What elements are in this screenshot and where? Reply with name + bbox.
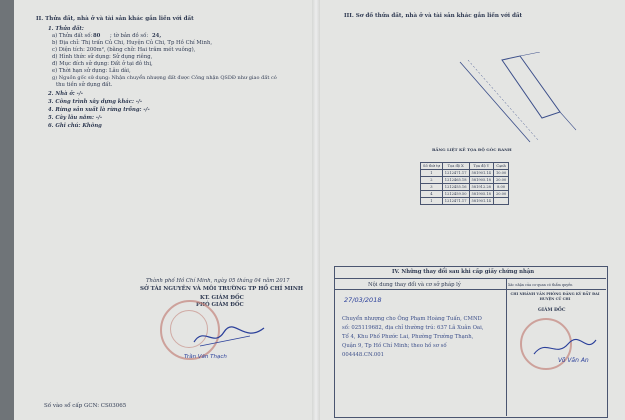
- section-ii-heading: II. Thửa đất, nhà ở và tài sản khác gắn liền với đất: [36, 16, 194, 22]
- map-number-label: ; tờ bản đồ số:: [110, 33, 149, 39]
- branch-director-role: GIÁM ĐỐC: [538, 308, 566, 313]
- branch-signer-name: Võ Văn An: [558, 357, 589, 364]
- usage-form: d) Hình thức sử dụng: Sử dụng riêng,: [52, 54, 153, 60]
- cell: 581912.28: [469, 184, 493, 191]
- cell: [493, 198, 508, 205]
- table-row: [421, 191, 509, 198]
- cell: 1: [421, 170, 443, 177]
- lot-number: 80: [93, 33, 101, 39]
- usage-purpose: đ) Mục đích sử dụng: Đất ở tại đô thị,: [52, 61, 153, 67]
- cell: 1212459.50: [442, 191, 469, 198]
- other-construction-item: 3. Công trình xây dựng khác: -/-: [48, 99, 143, 105]
- coordinate-table-title: BẢNG LIỆT KÊ TỌA ĐỘ GÓC RANH: [432, 147, 512, 152]
- origin-line-2: thu tiền sử dụng đất.: [56, 82, 113, 88]
- cell: 1212471.17: [442, 198, 469, 205]
- notes-item: 6. Ghi chú: Không: [48, 123, 102, 129]
- col-edge: Cạnh: [493, 163, 508, 170]
- section-iv-heading: IV. Những thay đổi sau khi cấp giấy chứng nhận: [392, 269, 535, 275]
- cell: 8.00: [493, 184, 508, 191]
- usage-term: e) Thời hạn sử dụng: Lâu dài,: [52, 68, 131, 74]
- changes-content-header: Nội dung thay đổi và cơ sở pháp lý: [368, 282, 461, 288]
- table-row: [421, 177, 509, 184]
- cell: 20.00: [493, 191, 508, 198]
- branch-office-name: CHI NHÁNH VĂN PHÒNG ĐĂNG KÝ ĐẤT ĐAI HUYỆN CỦ CHI: [510, 292, 600, 301]
- table-row: [421, 184, 509, 191]
- section-iii-heading: III. Sơ đồ thửa đất, nhà ở và tài sản khác gắn liền với đất: [344, 13, 523, 19]
- changes-column-divider: [506, 279, 507, 416]
- cell: 1: [421, 198, 443, 205]
- change-entry-line-1: Chuyển nhượng cho Ông Phạm Hoàng Tuấn, CMND: [342, 316, 482, 322]
- cell: 1212471.17: [442, 170, 469, 177]
- address: b) Địa chỉ: Thị trấn Củ Chi, Huyện Củ Chi, Tp Hồ Chí Minh,: [52, 40, 213, 46]
- coordinate-table-header: [421, 163, 509, 170]
- change-entry-line-2: số: 025119682, địa chỉ thường trú: 637 Lã Xuân Oai,: [342, 325, 484, 331]
- forest-item: 4. Rừng sản xuất là rừng trồng: -/-: [48, 107, 150, 113]
- cell: 3: [421, 184, 443, 191]
- origin-line-1: g) Nguồn gốc sử dụng: Nhận chuyển nhượng đất được Công nhận QSDĐ như giao đất có: [52, 75, 277, 81]
- area: c) Diện tích: 200m², (bằng chữ: Hai trăm mét vuông),: [52, 47, 196, 53]
- cell: 2: [421, 177, 443, 184]
- cell: 4: [421, 191, 443, 198]
- changes-confirm-header: Xác nhận của cơ quan có thẩm quyền: [508, 283, 573, 287]
- table-row: [421, 198, 509, 205]
- table-row: [421, 170, 509, 177]
- cell: 1212455.16: [442, 184, 469, 191]
- page-fold: [312, 0, 320, 420]
- perennial-item: 5. Cây lâu năm: -/-: [48, 115, 103, 121]
- issue-date: Thành phố Hồ Chí Minh, ngày 05 tháng 04 năm 2017: [146, 278, 290, 284]
- lot-number-label: a) Thửa đất số:: [52, 33, 93, 39]
- signer-role-1: KT. GIÁM ĐỐC: [200, 295, 244, 301]
- certificate-number: Số vào sổ cấp GCN: CS03065: [44, 403, 127, 409]
- cell: 20.00: [493, 177, 508, 184]
- parcel-sketch: [420, 52, 580, 152]
- change-entry-line-5: 004448.CN.001: [342, 352, 385, 358]
- cell: 581901.14: [469, 170, 493, 177]
- cell: 1212465.18: [442, 177, 469, 184]
- signer-name: Trần Văn Thạch: [184, 354, 227, 360]
- col-x: Tọa độ X: [442, 163, 469, 170]
- change-date: 27/03/2018: [344, 296, 382, 304]
- cell: 581901.14: [469, 198, 493, 205]
- change-entry-line-3: Tổ 4, Khu Phố Phước Lai, Phường Trường Thạnh,: [342, 334, 474, 340]
- cell: 581905.18: [469, 177, 493, 184]
- house-item: 2. Nhà ở: -/-: [48, 91, 84, 97]
- cell: 581905.18: [469, 191, 493, 198]
- cell: 10.00: [493, 170, 508, 177]
- issuing-agency: SỞ TÀI NGUYÊN VÀ MÔI TRƯỜNG TP HỒ CHÍ MINH: [140, 286, 304, 292]
- coordinate-table: [420, 162, 509, 205]
- signer-role-2: PHÓ GIÁM ĐỐC: [196, 302, 244, 308]
- land-plot-heading: 1. Thửa đất:: [48, 26, 84, 32]
- signature-left: [190, 322, 270, 350]
- map-number: 24,: [152, 33, 162, 39]
- col-index: Số thứ tự: [421, 163, 443, 170]
- col-y: Tọa độ Y: [469, 163, 493, 170]
- change-entry-line-4: Quận 9, Tp Hồ Chí Minh; theo hồ sơ số: [342, 343, 447, 349]
